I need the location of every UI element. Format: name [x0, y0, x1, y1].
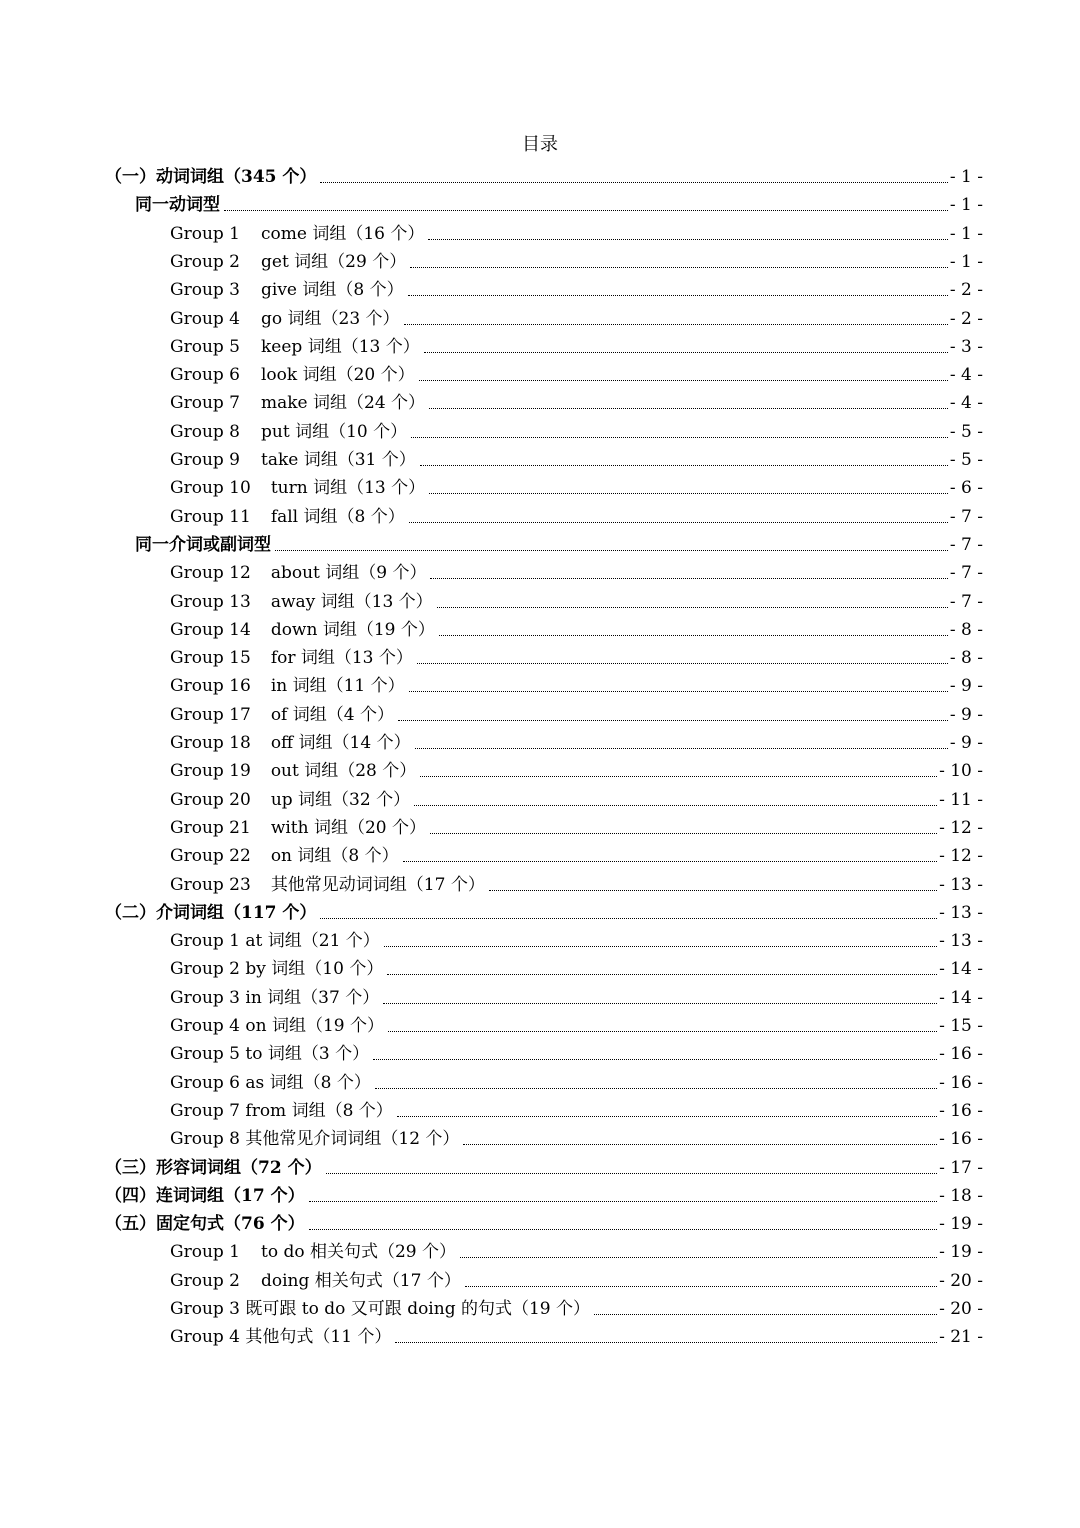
- toc-page-number: - 20 -: [939, 1299, 983, 1319]
- toc-entry[interactable]: [105, 1207, 983, 1235]
- toc-leader-dots: [275, 550, 948, 551]
- toc-entry-topic: put 词组（10 个）: [261, 421, 408, 442]
- toc-leader-dots: [403, 861, 937, 862]
- toc-entry-title: Group 5: [170, 336, 240, 357]
- toc-page-number: - 4 -: [949, 393, 983, 414]
- toc-page-number: - 9 -: [949, 733, 983, 753]
- toc-entry-label: [170, 1298, 590, 1320]
- toc-page-number: - 16 -: [939, 1044, 983, 1065]
- toc-entry[interactable]: [170, 698, 983, 726]
- toc-entry-topic: 其他常见动词词组（17 个）: [270, 874, 485, 895]
- toc-entry-topic: give 词组（8 个）: [261, 280, 404, 301]
- toc-entry-label: [170, 704, 394, 726]
- toc-entry[interactable]: [170, 783, 983, 811]
- toc-leader-dots: [420, 776, 937, 777]
- toc-entry[interactable]: [170, 302, 983, 330]
- toc-page-number: - 21 -: [939, 1327, 983, 1348]
- toc-entry[interactable]: [170, 1066, 983, 1094]
- toc-entry-title: Group 19: [170, 761, 251, 782]
- toc-entry-label: [170, 1072, 371, 1094]
- toc-entry-title: Group 4 on 词组（19 个）: [170, 1016, 385, 1036]
- toc-entry[interactable]: [170, 1009, 983, 1037]
- toc-entry[interactable]: [170, 1122, 983, 1150]
- toc-entry-title: 同一介词或副词型: [135, 534, 271, 555]
- toc-entry[interactable]: [170, 273, 983, 301]
- toc-entry-label: [170, 421, 407, 443]
- toc-entry[interactable]: [170, 1320, 983, 1348]
- toc-entry-title: Group 18: [170, 733, 251, 753]
- toc-page-number: - 19 -: [939, 1214, 983, 1235]
- toc-leader-dots: [409, 691, 948, 692]
- toc-entry-label: [170, 477, 425, 499]
- toc-entry-label: [170, 336, 420, 358]
- toc-page-number: - 12 -: [939, 846, 983, 867]
- toc-entry-title: Group 11: [170, 506, 251, 527]
- toc-entry-label: [170, 930, 380, 952]
- toc-entry[interactable]: [170, 981, 983, 1009]
- toc-entry[interactable]: [105, 896, 983, 924]
- toc-entry-topic: fall 词组（8 个）: [270, 506, 405, 527]
- toc-leader-dots: [387, 974, 937, 975]
- toc-page-number: - 18 -: [939, 1185, 983, 1206]
- toc-entry[interactable]: [170, 358, 983, 386]
- toc-leader-dots: [465, 1286, 937, 1287]
- toc-page-number: - 14 -: [939, 959, 983, 980]
- toc-entry-label: [170, 619, 435, 641]
- toc-leader-dots: [388, 1031, 937, 1032]
- toc-entry-title: （一）动词词组（345 个）: [105, 167, 317, 187]
- toc-entry-title: Group 17: [170, 704, 251, 725]
- toc-entry-title: Group 3 in 词组（37 个）: [170, 987, 380, 1008]
- toc-entry[interactable]: [170, 839, 983, 867]
- toc-entry-title: Group 4 其他句式（11 个）: [170, 1327, 392, 1348]
- toc-entry-title: Group 3: [170, 280, 240, 301]
- toc-entry-title: Group 16: [170, 676, 251, 697]
- toc-leader-dots: [309, 1229, 937, 1230]
- toc-entry[interactable]: [170, 669, 983, 697]
- toc-page-number: - 11 -: [939, 789, 983, 810]
- toc-entry-title: Group 2: [170, 251, 240, 272]
- toc-entry[interactable]: [170, 754, 983, 782]
- toc-page-number: - 2 -: [949, 308, 983, 329]
- toc-entry-title: Group 3 既可跟 to do 又可跟 doing 的句式（19 个）: [170, 1299, 591, 1319]
- toc-entry-title: Group 1: [170, 1242, 240, 1263]
- toc-entry[interactable]: [170, 613, 983, 641]
- toc-entry-label: [170, 987, 379, 1009]
- toc-leader-dots: [420, 465, 948, 466]
- toc-entry-title: Group 1 at 词组（21 个）: [170, 931, 380, 952]
- toc-entry-topic: get 词组（29 个）: [261, 251, 407, 272]
- toc-leader-dots: [398, 720, 948, 721]
- toc-page-number: - 7 -: [949, 591, 983, 612]
- toc-entry-topic: make 词组（24 个）: [261, 393, 426, 414]
- toc-entry[interactable]: [170, 556, 983, 584]
- toc-entry[interactable]: [170, 386, 983, 414]
- toc-title: 目录: [522, 134, 558, 155]
- toc-entry-title: Group 12: [170, 563, 251, 584]
- toc-leader-dots: [224, 210, 948, 211]
- toc-entry-title: Group 20: [170, 789, 251, 810]
- toc-page-number: - 13 -: [939, 902, 983, 923]
- toc-leader-dots: [594, 1314, 937, 1315]
- toc-entry-label: [105, 1213, 305, 1235]
- toc-leader-dots: [383, 1003, 937, 1004]
- toc-page-number: - 13 -: [939, 874, 983, 895]
- toc-entry-label: [170, 1128, 459, 1150]
- toc-leader-dots: [419, 380, 948, 381]
- toc-entry-title: Group 8: [170, 421, 240, 442]
- toc-entry[interactable]: [170, 868, 983, 896]
- toc-leader-dots: [395, 1342, 937, 1343]
- toc-entry-label: [170, 958, 383, 980]
- toc-leader-dots: [428, 239, 947, 240]
- toc-entry-label: [170, 562, 426, 584]
- toc-page-number: - 8 -: [949, 619, 983, 640]
- toc-page-number: - 8 -: [949, 648, 983, 669]
- toc-entry-title: （二）介词词组（117 个）: [105, 902, 317, 923]
- toc-page-number: - 16 -: [939, 1100, 983, 1121]
- toc-leader-dots: [489, 890, 937, 891]
- toc-entry-topic: doing 相关句式（17 个）: [261, 1270, 461, 1291]
- toc-entry-label: [170, 1241, 456, 1263]
- toc-entry-topic: take 词组（31 个）: [261, 450, 416, 470]
- toc-entry-topic: keep 词组（13 个）: [261, 336, 420, 357]
- toc-entry-topic: to do 相关句式（29 个）: [261, 1242, 457, 1263]
- toc-entry-title: Group 13: [170, 591, 251, 612]
- toc-entry-title: （三）形容词词组（72 个）: [105, 1157, 322, 1178]
- toc-entry-label: [170, 675, 405, 697]
- toc-leader-dots: [411, 437, 948, 438]
- toc-leader-dots: [375, 1088, 937, 1089]
- toc-entry-label: [170, 591, 433, 613]
- toc-entry-label: [170, 223, 424, 245]
- toc-entry[interactable]: [170, 415, 983, 443]
- toc-entry-topic: on 词组（8 个）: [270, 846, 399, 867]
- toc-page-number: - 1 -: [949, 251, 983, 272]
- toc-page-number: - 5 -: [949, 421, 983, 442]
- toc-entry-topic: down 词组（19 个）: [270, 619, 435, 640]
- toc-entry-topic: for 词组（13 个）: [270, 648, 413, 669]
- toc-entry-topic: about 词组（9 个）: [270, 563, 427, 584]
- toc-entry-label: [170, 308, 400, 330]
- toc-page-number: - 16 -: [939, 1072, 983, 1093]
- toc-page-number: - 9 -: [949, 676, 983, 697]
- toc-page-number: - 16 -: [939, 1129, 983, 1150]
- toc-entry[interactable]: [170, 443, 983, 471]
- toc-entry-label: [170, 506, 405, 528]
- toc-entry-topic: in 词组（11 个）: [270, 676, 405, 697]
- toc-entry-topic: up 词组（32 个）: [270, 789, 411, 810]
- toc-entry[interactable]: [170, 1037, 983, 1065]
- toc-entry-topic: come 词组（16 个）: [261, 223, 425, 244]
- toc-page-number: - 13 -: [939, 931, 983, 952]
- toc-entry[interactable]: [170, 217, 983, 245]
- toc-entry-title: Group 15: [170, 648, 251, 669]
- toc-entry-label: [105, 1157, 322, 1179]
- toc-entry-label: [170, 1015, 384, 1037]
- toc-entry[interactable]: [170, 471, 983, 499]
- toc-page-number: - 10 -: [939, 761, 983, 782]
- toc-entry[interactable]: [105, 1151, 983, 1179]
- toc-page-number: - 17 -: [939, 1157, 983, 1178]
- toc-leader-dots: [417, 663, 948, 664]
- toc-entry-label: [105, 902, 316, 924]
- toc-entry[interactable]: [170, 952, 983, 980]
- toc-entry-topic: look 词组（20 个）: [261, 365, 415, 386]
- toc-entry-title: Group 1: [170, 223, 240, 244]
- toc-leader-dots: [409, 522, 948, 523]
- toc-leader-dots: [320, 918, 937, 919]
- toc-page-number: - 4 -: [949, 365, 983, 386]
- toc-leader-dots: [437, 607, 948, 608]
- toc-entry-label: [170, 392, 425, 414]
- toc-entry[interactable]: [105, 1179, 983, 1207]
- toc-leader-dots: [326, 1173, 937, 1174]
- toc-entry[interactable]: [170, 1094, 983, 1122]
- toc-entry[interactable]: [170, 1264, 983, 1292]
- toc-entry-title: Group 7 from 词组（8 个）: [170, 1100, 393, 1121]
- toc-page-number: - 9 -: [949, 704, 983, 725]
- toc-leader-dots: [430, 833, 937, 834]
- toc-entry-title: Group 4: [170, 308, 240, 329]
- toc-entry[interactable]: [170, 500, 983, 528]
- toc-entry-title: Group 6: [170, 365, 240, 386]
- toc-leader-dots: [397, 1116, 937, 1117]
- toc-entry[interactable]: [170, 1235, 983, 1263]
- toc-page-number: - 14 -: [939, 987, 983, 1008]
- toc-page-number: - 20 -: [939, 1270, 983, 1291]
- toc-entry-topic: of 词组（4 个）: [270, 704, 394, 725]
- toc-entry-label: [170, 1100, 393, 1122]
- toc-leader-dots: [410, 267, 948, 268]
- toc-leader-dots: [415, 748, 948, 749]
- toc-entry-label: [170, 817, 426, 839]
- toc-entry-label: [170, 845, 399, 867]
- toc-entry-label: [170, 364, 415, 386]
- toc-entry[interactable]: [170, 585, 983, 613]
- toc-leader-dots: [373, 1059, 937, 1060]
- toc-entry-label: [170, 647, 413, 669]
- toc-leader-dots: [408, 295, 948, 296]
- toc-entry-title: Group 14: [170, 619, 251, 640]
- toc-entry-label: [170, 732, 411, 754]
- toc-leader-dots: [429, 493, 948, 494]
- toc-entry-title: Group 6 as 词组（8 个）: [170, 1072, 371, 1093]
- toc-entry-label: [170, 449, 416, 471]
- toc-leader-dots: [320, 182, 947, 183]
- toc-page-number: - 19 -: [939, 1242, 983, 1263]
- toc-leader-dots: [424, 352, 948, 353]
- toc-page-number: - 12 -: [939, 817, 983, 838]
- toc-page-number: - 2 -: [949, 280, 983, 301]
- toc-entry-label: [170, 1043, 369, 1065]
- toc-entry-topic: go 词组（23 个）: [261, 308, 400, 329]
- toc-leader-dots: [430, 578, 947, 579]
- toc-page-number: - 1 -: [949, 167, 983, 187]
- toc-entry-title: （四）连词词组（17 个）: [105, 1185, 305, 1206]
- toc-page-number: - 6 -: [949, 478, 983, 499]
- toc-page-number: - 7 -: [949, 563, 983, 584]
- toc-page-number: - 15 -: [939, 1016, 983, 1036]
- toc-entry[interactable]: [170, 924, 983, 952]
- toc-leader-dots: [429, 408, 948, 409]
- toc-leader-dots: [460, 1257, 937, 1258]
- toc-entry-label: [170, 251, 406, 273]
- toc-entry-title: Group 23: [170, 874, 251, 895]
- toc-entry-topic: away 词组（13 个）: [270, 591, 433, 612]
- toc-entry-title: Group 7: [170, 393, 240, 414]
- toc-entry-label: [170, 760, 416, 782]
- toc-entry-label: [135, 534, 271, 556]
- toc-entry-label: [170, 1326, 391, 1348]
- toc-leader-dots: [414, 805, 937, 806]
- toc-entry[interactable]: [135, 528, 983, 556]
- toc-entry[interactable]: [170, 1292, 983, 1320]
- toc-leader-dots: [309, 1201, 937, 1202]
- toc-entry[interactable]: [105, 160, 983, 188]
- toc-page-number: - 3 -: [949, 336, 983, 357]
- toc-entry[interactable]: [170, 641, 983, 669]
- toc-entry[interactable]: [170, 811, 983, 839]
- toc-leader-dots: [463, 1144, 937, 1145]
- toc-entry-topic: turn 词组（13 个）: [270, 478, 426, 499]
- toc-page-number: - 1 -: [949, 223, 983, 244]
- toc-entry-title: Group 9: [170, 450, 240, 470]
- toc-page-number: - 7 -: [949, 534, 983, 555]
- toc-entry-title: Group 21: [170, 817, 251, 838]
- toc-page-number: - 7 -: [949, 506, 983, 527]
- toc-entry-topic: out 词组（28 个）: [270, 761, 417, 782]
- toc-entry[interactable]: [170, 330, 983, 358]
- toc-leader-dots: [439, 635, 948, 636]
- toc-leader-dots: [384, 946, 937, 947]
- toc-entry-title: （五）固定句式（76 个）: [105, 1214, 305, 1235]
- toc-entry[interactable]: [170, 726, 983, 754]
- toc-entry-title: Group 2 by 词组（10 个）: [170, 959, 384, 980]
- toc-entry-title: Group 8 其他常见介词词组（12 个）: [170, 1129, 460, 1150]
- toc-page-number: - 5 -: [949, 450, 983, 470]
- toc-entry-label: [170, 1270, 461, 1292]
- toc-entry-title: 同一动词型: [135, 195, 220, 216]
- toc-entry-title: Group 22: [170, 846, 251, 867]
- toc-page-number: - 1 -: [949, 195, 983, 216]
- toc-entry-title: Group 10: [170, 478, 251, 499]
- toc-entry-label: [105, 166, 316, 188]
- toc-entry-topic: off 词组（14 个）: [270, 733, 411, 753]
- toc-leader-dots: [404, 324, 948, 325]
- toc-entry-title: Group 2: [170, 1270, 240, 1291]
- toc-entry-label: [135, 194, 220, 216]
- toc-entry[interactable]: [135, 188, 983, 216]
- toc-entry-label: [170, 874, 485, 896]
- toc-entry[interactable]: [170, 245, 983, 273]
- toc-entry-label: [105, 1185, 305, 1207]
- toc-entry-topic: with 词组（20 个）: [270, 817, 427, 838]
- toc-entry-label: [170, 789, 410, 811]
- toc-entry-label: [170, 279, 404, 301]
- toc-entry-title: Group 5 to 词组（3 个）: [170, 1044, 370, 1065]
